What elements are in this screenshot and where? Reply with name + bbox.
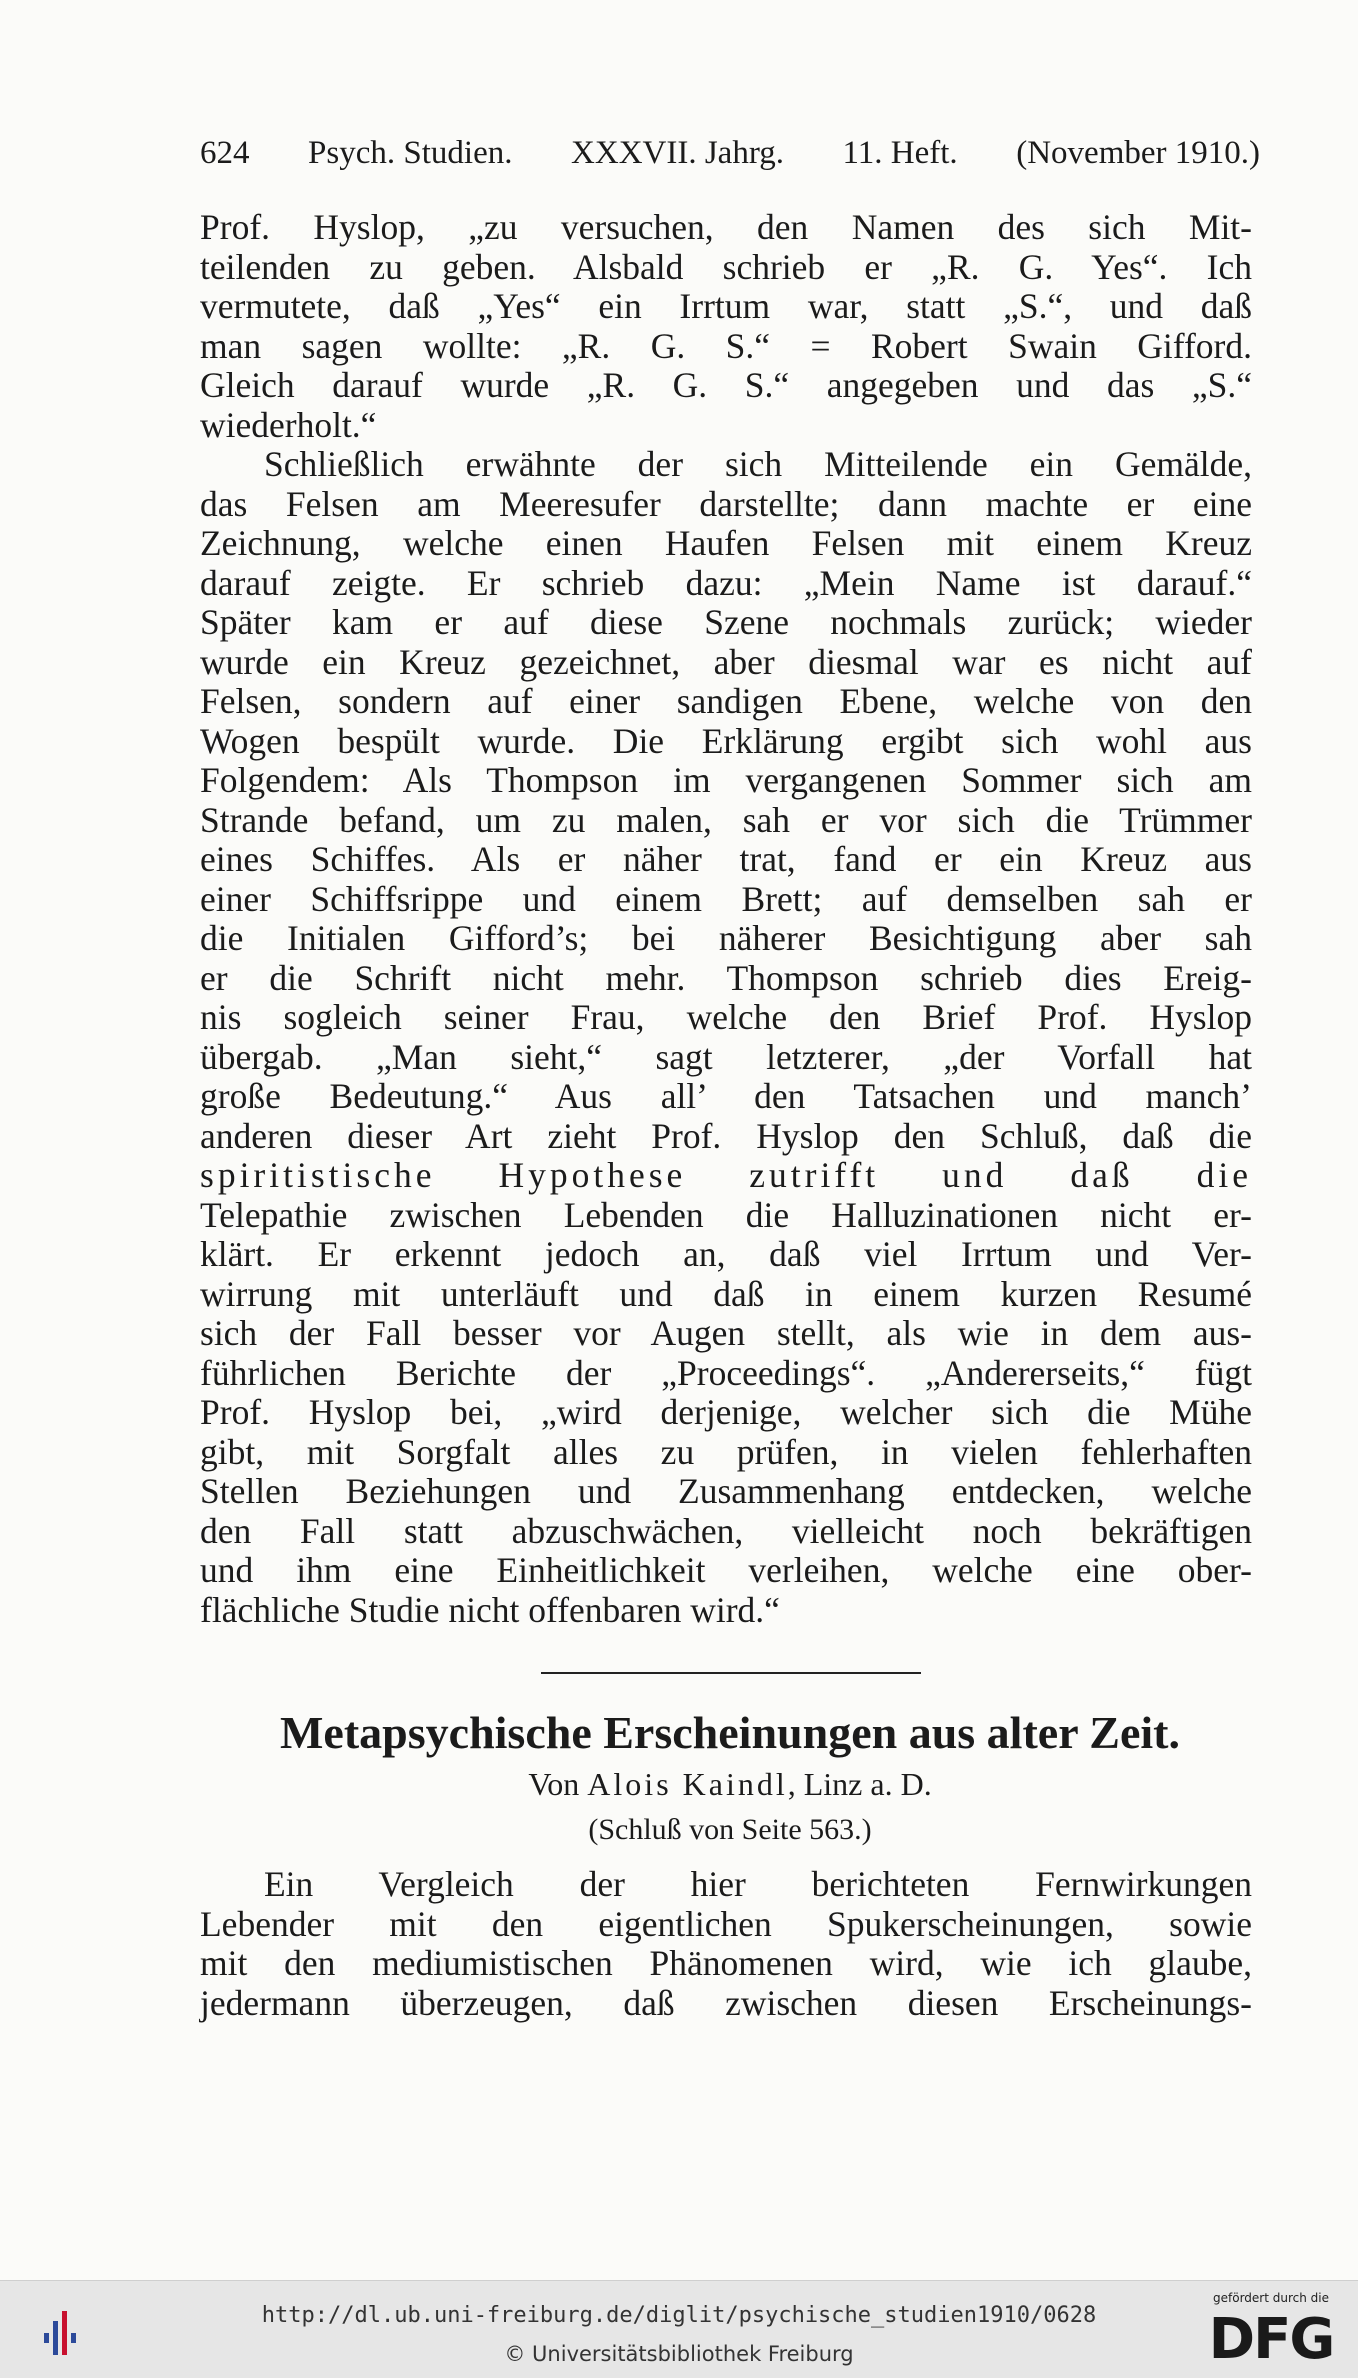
- text-line: spiritistische Hypothese zutrifft und daß die: [200, 1155, 1252, 1195]
- article-body-text: [200, 1865, 1252, 2023]
- journal-volume: XXXVII. Jahrg.: [571, 135, 784, 171]
- text-line: er die Schrift nicht mehr. Thompson schrieb dies Ereig-: [200, 957, 1252, 998]
- text-line: Gleich darauf wurde „R. G. S.“ angegeben und das „S.“: [200, 365, 1252, 405]
- text-line: gibt, mit Sorgfalt alles zu prüfen, in vielen fehlerhaften: [200, 1431, 1252, 1472]
- text-line: Folgendem: Als Thompson im vergangenen Sommer sich am: [200, 760, 1252, 800]
- text-line: das Felsen am Meeresufer darstellte; dann machte er eine: [200, 483, 1252, 524]
- text-line: vermutete, daß „Yes“ ein Irrtum war, statt „S.“, und daß: [200, 286, 1252, 326]
- text-line: Prof. Hyslop bei, „wird derjenige, welcher sich die Mühe: [200, 1392, 1252, 1432]
- text-line: große Bedeutung.“ Aus all’ den Tatsachen und manch’: [200, 1076, 1252, 1116]
- text-line: nis sogleich seiner Frau, welche den Brief Prof. Hyslop: [200, 997, 1252, 1037]
- dfg-logo: [1196, 2289, 1346, 2373]
- text-line: Ein Vergleich der hier berichteten Fernwirkungen: [264, 1864, 1252, 1904]
- text-line: einer Schiffsrippe und einem Brett; auf demselben sah er: [200, 878, 1252, 919]
- journal-date: (November 1910.): [1016, 135, 1260, 171]
- article-byline: [200, 1766, 1260, 1803]
- text-line: Felsen, sondern auf einer sandigen Ebene, welche von den: [200, 681, 1252, 721]
- text-line: jedermann überzeugen, daß zwischen diesen Erscheinungs-: [200, 1982, 1252, 2023]
- text-line: Zeichnung, welche einen Haufen Felsen mit einem Kreuz: [200, 523, 1252, 563]
- text-line: Strande befand, um zu malen, sah er vor sich die Trümmer: [200, 799, 1252, 840]
- text-line: darauf zeigte. Er schrieb dazu: „Mein Name ist darauf.“: [200, 562, 1252, 603]
- author-place: , Linz a. D.: [787, 1766, 932, 1802]
- body-text: [200, 208, 1252, 1630]
- article-title: Metapsychische Erscheinungen aus alter Zeit.: [280, 1707, 1180, 1758]
- text-line: den Fall statt abzuschwächen, vielleicht noch bekräftigen: [200, 1510, 1252, 1551]
- text-line: Telepathie zwischen Lebenden die Halluzinationen nicht er-: [200, 1194, 1252, 1235]
- text-line: eines Schiffes. Als er näher trat, fand er ein Kreuz aus: [200, 839, 1252, 879]
- text-line: teilenden zu geben. Alsbald schrieb er „R. G. Yes“. Ich: [200, 246, 1252, 287]
- journal-name: Psych. Studien.: [308, 135, 513, 171]
- text-line: führlichen Berichte der „Proceedings“. „Andererseits,“ fügt: [200, 1352, 1252, 1393]
- dfg-mark: DFG: [1208, 2307, 1334, 2372]
- text-line: wirrung mit unterläuft und daß in einem kurzen Resumé: [200, 1273, 1252, 1314]
- text-line: Wogen bespült wurde. Die Erklärung ergibt sich wohl aus: [200, 720, 1252, 761]
- dfg-label: gefördert durch die: [1213, 2291, 1329, 2305]
- text-line: Prof. Hyslop, „zu versuchen, den Namen des sich Mit-: [200, 207, 1252, 247]
- author-name: Alois Kaindl: [587, 1766, 788, 1802]
- text-line: anderen dieser Art zieht Prof. Hyslop den Schluß, daß die: [200, 1115, 1252, 1156]
- text-line: übergab. „Man sieht,“ sagt letzterer, „der Vorfall hat: [200, 1036, 1252, 1077]
- copyright-notice: © Universitätsbibliothek Freiburg: [504, 2342, 854, 2366]
- viewer-footer-bar: [0, 2280, 1358, 2378]
- text-line: Lebender mit den eigentlichen Spukerscheinungen, sowie: [200, 1903, 1252, 1944]
- text-line: flächliche Studie nicht offenbaren wird.“: [200, 1589, 780, 1630]
- section-divider: [541, 1672, 921, 1674]
- byline-prefix: Von: [528, 1766, 580, 1802]
- text-line: wiederholt.“: [200, 404, 377, 445]
- journal-issue: 11. Heft.: [842, 135, 958, 171]
- text-line: die Initialen Gifford’s; bei näherer Besichtigung aber sah: [200, 918, 1252, 958]
- continuation-note: (Schluß von Seite 563.): [588, 1813, 872, 1846]
- text-line: sich der Fall besser vor Augen stellt, als wie in dem aus-: [200, 1313, 1252, 1353]
- text-line: und ihm eine Einheitlichkeit verleihen, welche eine ober-: [200, 1550, 1252, 1590]
- page-number: 624: [200, 135, 250, 171]
- running-header: [200, 135, 1260, 172]
- text-line: wurde ein Kreuz gezeichnet, aber diesmal war es nicht auf: [200, 641, 1252, 682]
- text-line: Stellen Beziehungen und Zusammenhang entdecken, welche: [200, 1471, 1252, 1511]
- text-line: man sagen wollte: „R. G. S.“ = Robert Swain Gifford.: [200, 325, 1252, 366]
- text-line: Später kam er auf diese Szene nochmals zurück; wieder: [200, 602, 1252, 642]
- text-line: Schließlich erwähnte der sich Mitteilende ein Gemälde,: [264, 444, 1252, 484]
- text-line: klärt. Er erkennt jedoch an, daß viel Irrtum und Ver-: [200, 1234, 1252, 1274]
- permalink-url[interactable]: http://dl.ub.uni-freiburg.de/diglit/psychische_studien1910/0628: [261, 2303, 1097, 2328]
- text-line: mit den mediumistischen Phänomenen wird, wie ich glaube,: [200, 1943, 1252, 1983]
